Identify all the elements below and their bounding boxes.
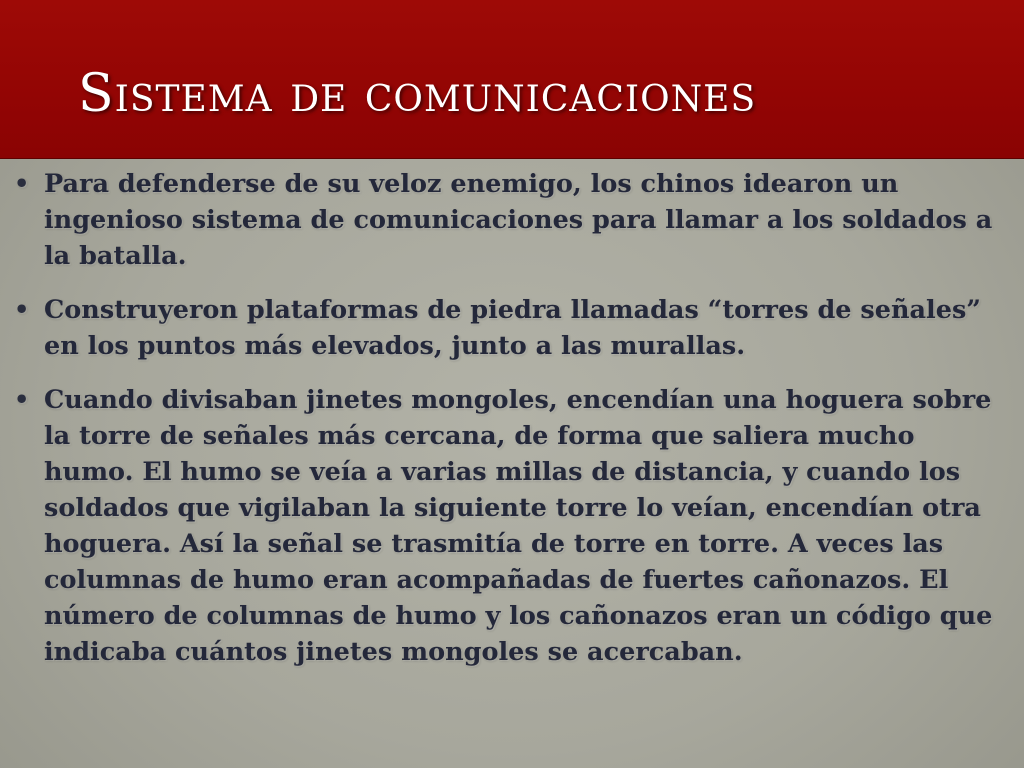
- slide-title: Sistema de comunicaciones: [78, 64, 757, 124]
- bullet-item: [12, 382, 1012, 670]
- bullet-list: [12, 166, 1012, 670]
- bullet-text: Cuando divisaban jinetes mongoles, encendían una hoguera sobre la torre de señales más cercana, de forma que saliera mucho humo. El humo se veía a varias millas de distancia, y cuando los soldados que vigilaban la siguiente torre lo veían, encendían otra hoguera. Así la señal se trasmitía de torre en torre. A veces las columnas de humo eran acompañadas de fuertes cañonazos. El número de columnas de humo y los cañonazos eran un código que indicaba cuántos jinetes mongoles se acercaban.: [44, 385, 993, 667]
- bullet-item: [12, 292, 1012, 364]
- bullet-text: Construyeron plataformas de piedra llamadas “torres de señales” en los puntos más elevados, junto a las murallas.: [44, 295, 981, 361]
- bullet-icon: •: [14, 169, 30, 198]
- bullet-text: Para defenderse de su veloz enemigo, los chinos idearon un ingenioso sistema de comunicaciones para llamar a los soldados a la batalla.: [44, 169, 993, 271]
- bullet-icon: •: [14, 385, 30, 414]
- slide-content: [12, 166, 1012, 688]
- bullet-icon: •: [14, 295, 30, 324]
- title-bar: [0, 0, 1024, 159]
- bullet-item: [12, 166, 1012, 274]
